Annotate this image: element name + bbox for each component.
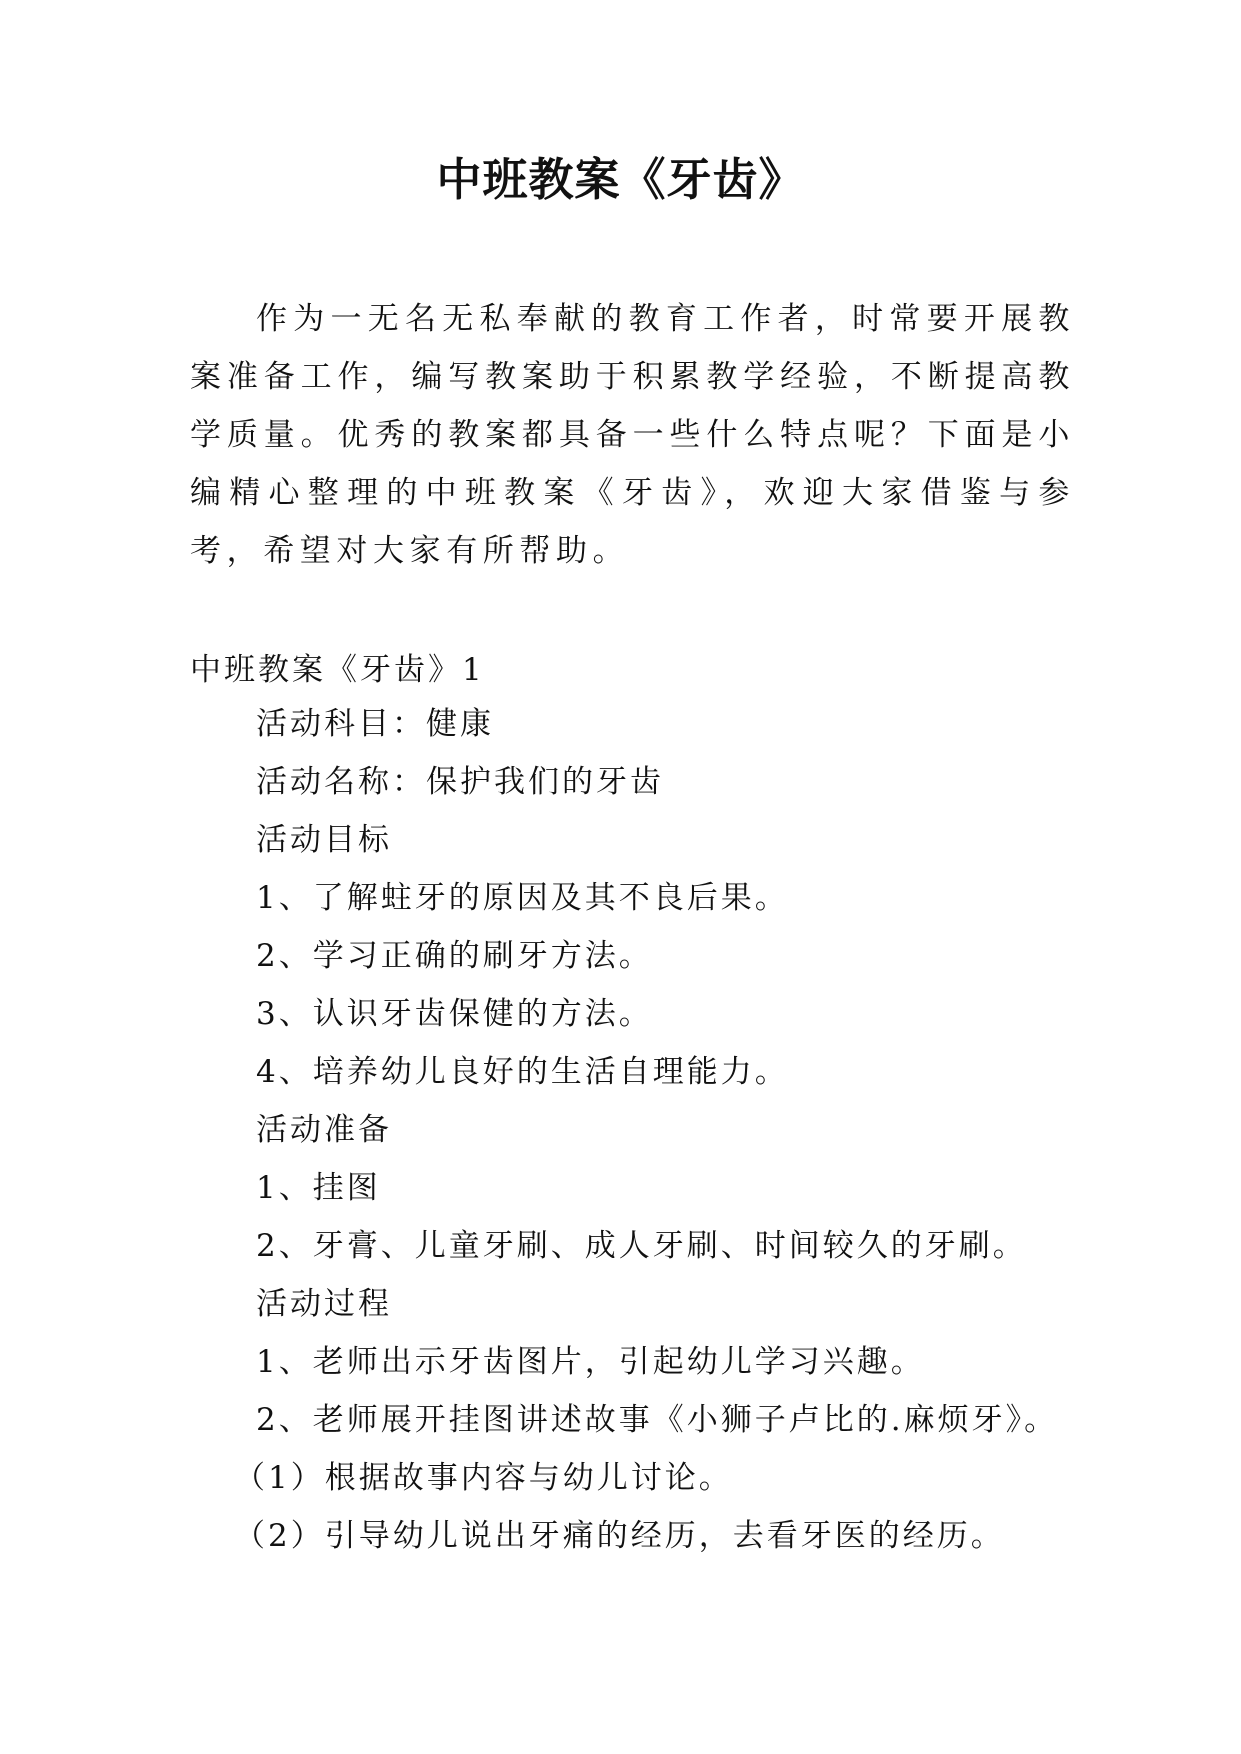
section-heading: 中班教案《牙齿》1 xyxy=(190,652,485,688)
goal-item: 4、培养幼儿良好的生活自理能力。 xyxy=(256,1054,789,1090)
preparation-item: 1、挂图 xyxy=(256,1170,381,1206)
intro-paragraph: 作为一无名无私奉献的教育工作者，时常要开展教案准备工作，编写教案助于积累教学经验，不断提高教学质量。优秀的教案都具备一些什么特点呢？下面是小编精心整理的中班教案《牙齿》，欢迎大家借鉴与参考，希望对大家有所帮助。 xyxy=(190,301,1075,569)
process-substep: （1）根据故事内容与幼儿讨论。 xyxy=(234,1460,733,1496)
process-step: 1、老师出示牙齿图片，引起幼儿学习兴趣。 xyxy=(256,1344,925,1380)
document-title: 中班教案《牙齿》 xyxy=(436,153,805,206)
goal-item: 3、认识牙齿保健的方法。 xyxy=(256,996,653,1032)
process-step: 2、老师展开挂图讲述故事《小狮子卢比的.麻烦牙》。 xyxy=(256,1402,1059,1438)
process-heading: 活动过程 xyxy=(256,1286,392,1322)
preparation-heading: 活动准备 xyxy=(256,1112,392,1148)
process-substep: （2）引导幼儿说出牙痛的经历，去看牙医的经历。 xyxy=(234,1518,1005,1554)
goal-item: 2、学习正确的刷牙方法。 xyxy=(256,938,653,974)
goals-heading: 活动目标 xyxy=(256,822,392,858)
activity-name: 活动名称：保护我们的牙齿 xyxy=(256,764,664,800)
activity-subject: 活动科目：健康 xyxy=(256,706,494,742)
lesson-content xyxy=(234,695,1116,1565)
preparation-item: 2、牙膏、儿童牙刷、成人牙刷、时间较久的牙刷。 xyxy=(256,1228,1027,1264)
goal-item: 1、了解蛀牙的原因及其不良后果。 xyxy=(256,880,789,916)
